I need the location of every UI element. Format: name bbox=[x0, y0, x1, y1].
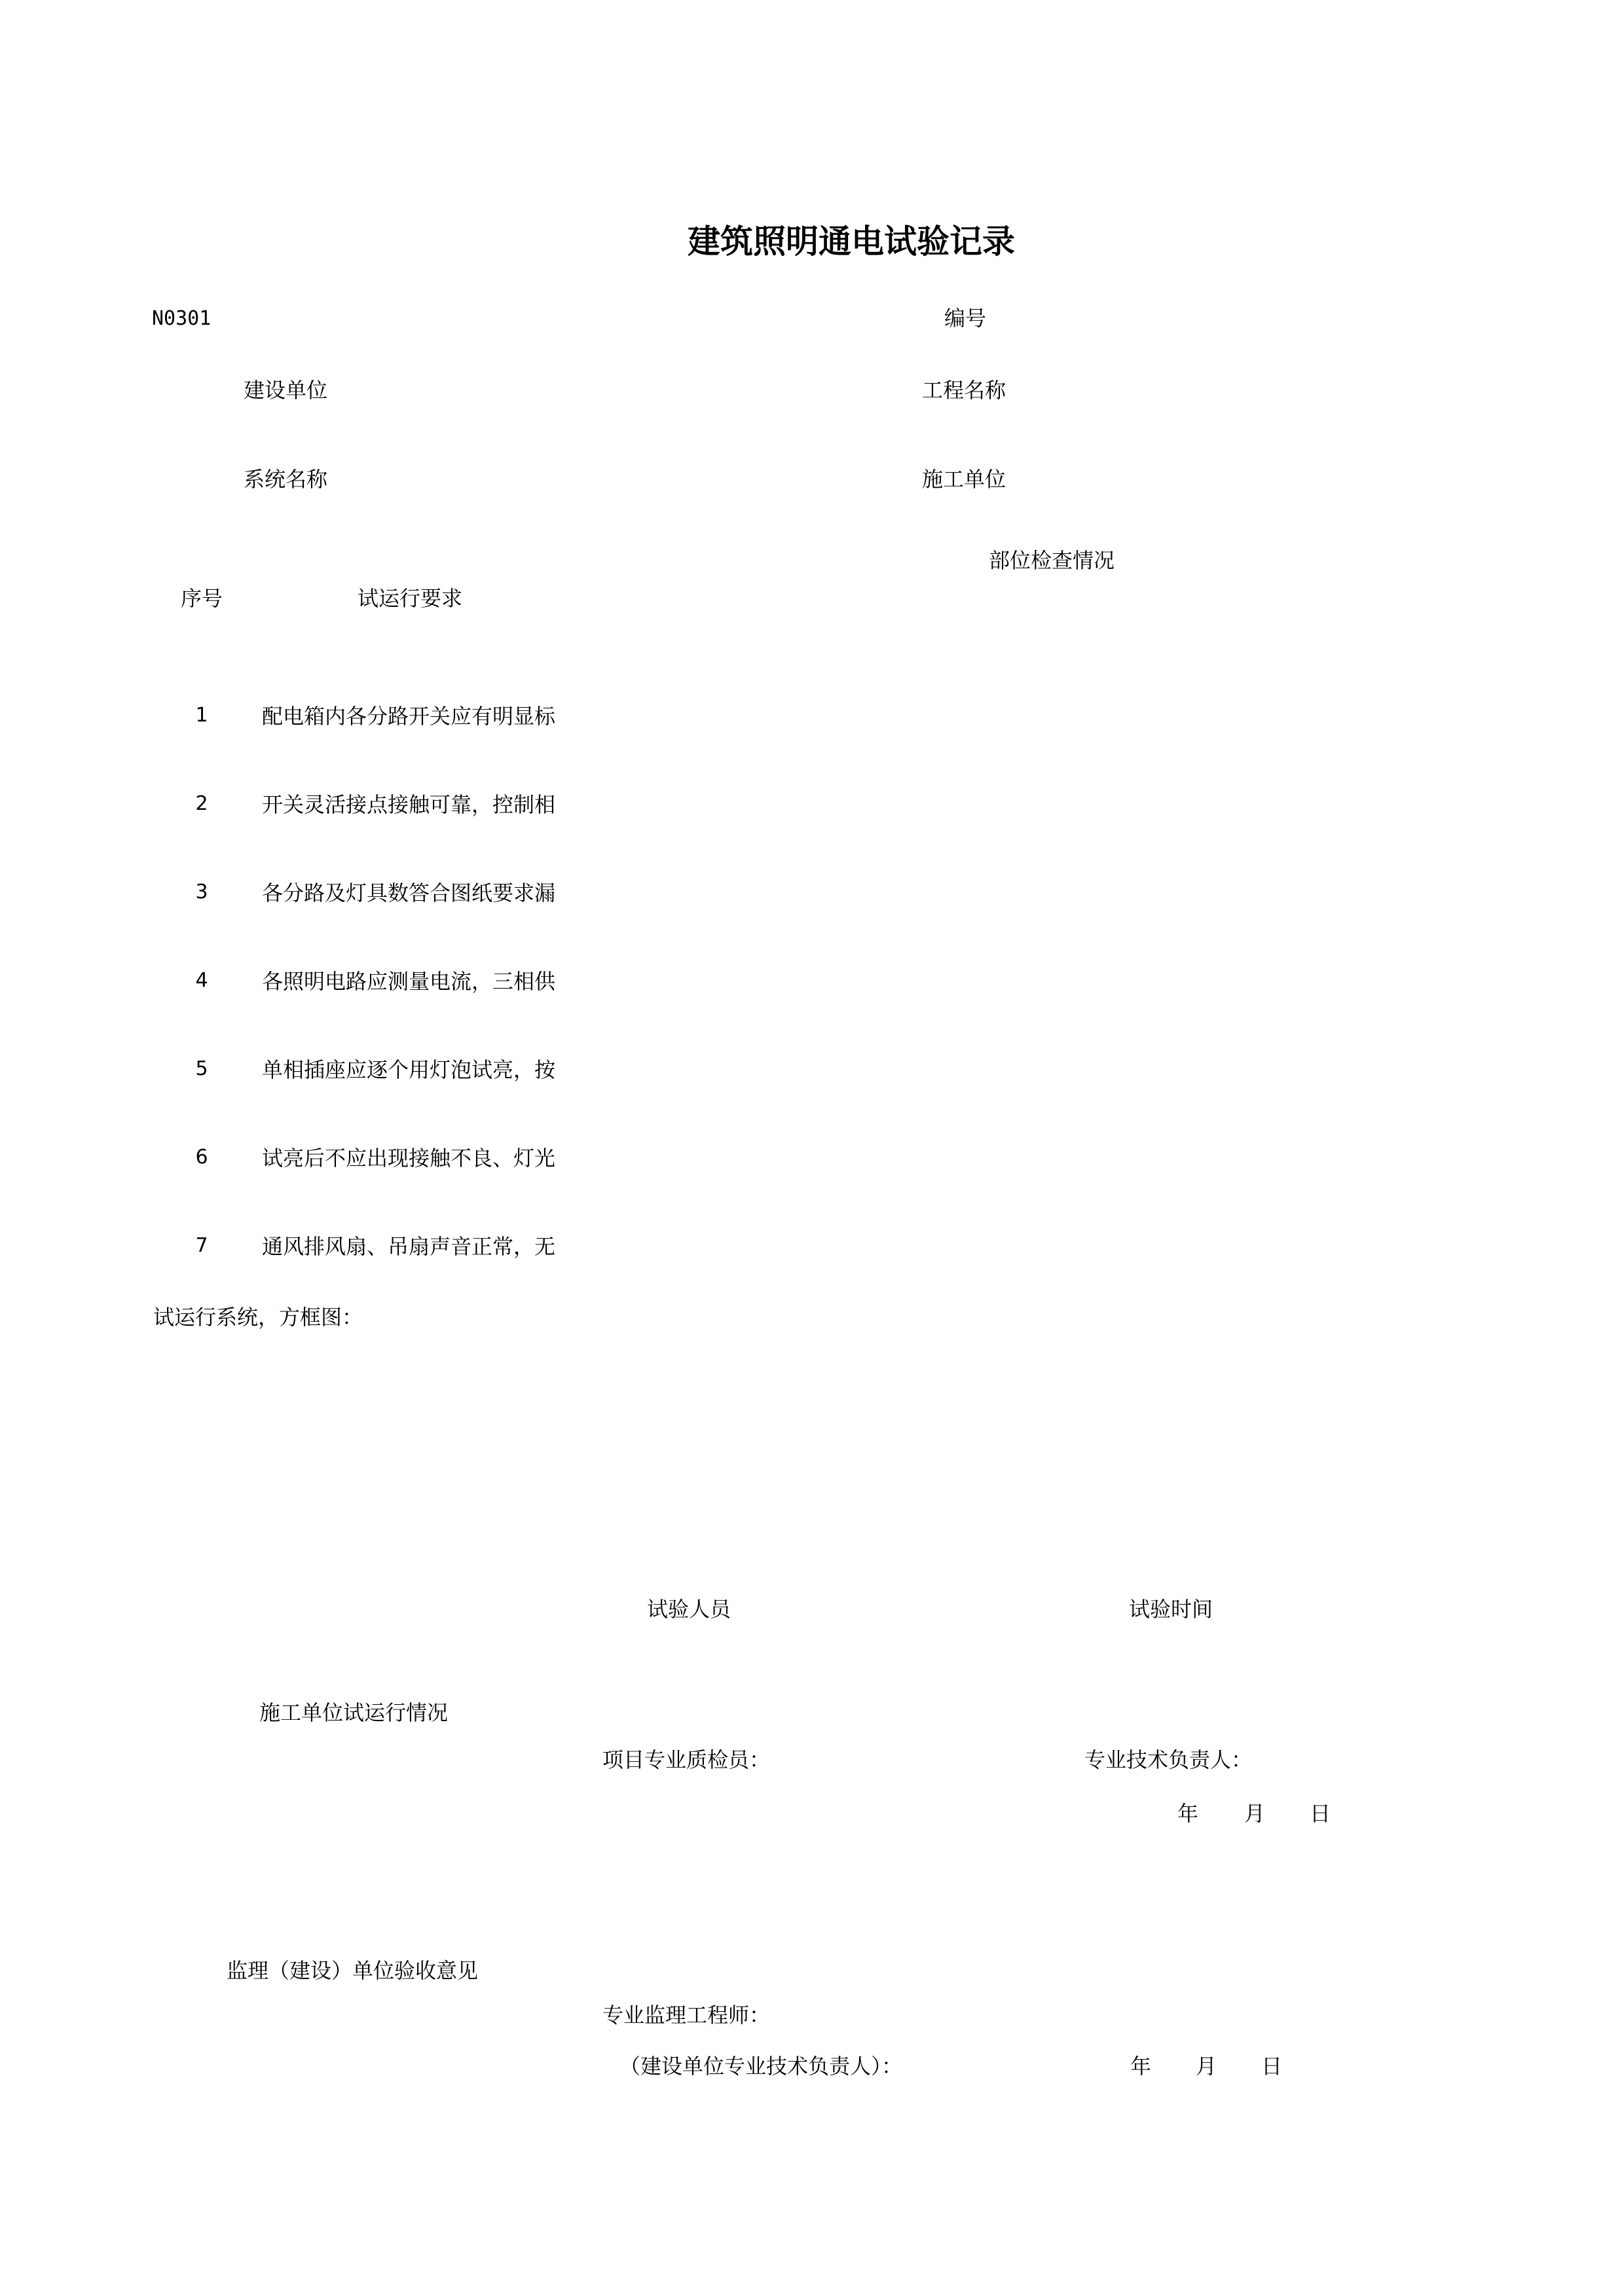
row-seq: 4 bbox=[195, 969, 208, 992]
column-header-requirement: 试运行要求 bbox=[358, 586, 463, 611]
row-requirement: 单相插座应逐个用灯泡试亮，按 bbox=[262, 1057, 556, 1082]
date-day: 日 bbox=[1261, 2054, 1283, 2079]
supervisor-acceptance-heading: 监理（建设）单位验收意见 bbox=[227, 1958, 479, 1983]
diagram-label: 试运行系统，方框图： bbox=[153, 1305, 363, 1330]
number-label: 编号 bbox=[944, 306, 987, 331]
row-requirement: 配电箱内各分路开关应有明显标 bbox=[262, 704, 556, 729]
contractor-trial-heading: 施工单位试运行情况 bbox=[259, 1700, 449, 1725]
form-code: N0301 bbox=[152, 307, 212, 330]
row-requirement: 各照明电路应测量电流，三相供 bbox=[262, 969, 556, 994]
date-year: 年 bbox=[1177, 1801, 1199, 1826]
date-month: 月 bbox=[1244, 1801, 1266, 1826]
row-requirement: 通风排风扇、吊扇声音正常，无 bbox=[262, 1234, 556, 1259]
row-requirement: 开关灵活接点接触可靠，控制相 bbox=[262, 792, 556, 817]
client-tech-lead-label: （建设单位专业技术负责人）： bbox=[619, 2054, 903, 2079]
client-label: 建设单位 bbox=[244, 378, 328, 403]
column-header-seq: 序号 bbox=[181, 586, 223, 611]
page-title: 建筑照明通电试验记录 bbox=[688, 223, 1015, 261]
date-month: 月 bbox=[1196, 2054, 1217, 2079]
contractor-label: 施工单位 bbox=[922, 467, 1006, 492]
row-requirement: 各分路及灯具数答合图纸要求漏 bbox=[262, 881, 556, 905]
row-seq: 2 bbox=[195, 792, 208, 815]
row-seq: 6 bbox=[195, 1146, 208, 1169]
test-time-label: 试验时间 bbox=[1129, 1597, 1213, 1622]
tech-lead-label: 专业技术负责人： bbox=[1084, 1747, 1253, 1772]
row-seq: 7 bbox=[195, 1234, 208, 1257]
column-header-inspection: 部位检查情况 bbox=[989, 548, 1115, 573]
project-label: 工程名称 bbox=[922, 378, 1006, 403]
quality-inspector-label: 项目专业质检员： bbox=[602, 1747, 771, 1772]
date-year: 年 bbox=[1130, 2054, 1152, 2079]
supervising-engineer-label: 专业监理工程师： bbox=[602, 2003, 771, 2028]
date-day: 日 bbox=[1310, 1801, 1331, 1826]
row-seq: 3 bbox=[195, 881, 208, 903]
row-requirement: 试亮后不应出现接触不良、灯光 bbox=[262, 1146, 556, 1171]
row-seq: 5 bbox=[195, 1057, 208, 1080]
row-seq: 1 bbox=[195, 704, 208, 727]
test-personnel-label: 试验人员 bbox=[647, 1597, 731, 1622]
system-label: 系统名称 bbox=[244, 467, 328, 492]
